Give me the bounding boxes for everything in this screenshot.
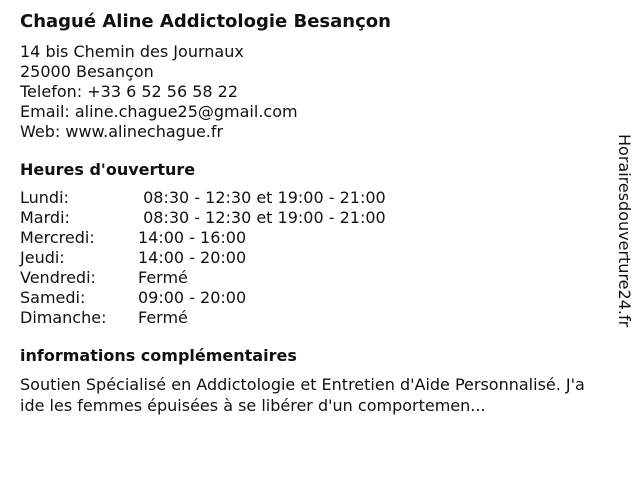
city-address: 25000 Besançon <box>20 62 154 81</box>
day-label: Dimanche: <box>20 308 107 327</box>
street-address: 14 bis Chemin des Journaux <box>20 42 244 61</box>
hours-value: 08:30 - 12:30 et 19:00 - 21:00 <box>138 188 386 207</box>
info-description: Soutien Spécialisé en Addictologie et Entretien d'Aide Personnalisé. J'aide les femmes épuisées à se libérer d'un comportemen... <box>20 375 585 415</box>
hours-row-monday <box>20 188 600 208</box>
hours-row-wednesday <box>20 228 600 248</box>
hours-row-thursday <box>20 248 600 268</box>
hours-value: 09:00 - 20:00 <box>138 288 247 307</box>
phone-line: Telefon: +33 6 52 56 58 22 <box>20 82 239 101</box>
day-label: Mercredi: <box>20 228 95 247</box>
hours-value: Fermé <box>138 308 188 327</box>
hours-row-tuesday <box>20 208 600 228</box>
hours-heading: Heures d'ouverture <box>20 160 196 179</box>
hours-value: 14:00 - 16:00 <box>138 228 247 247</box>
day-label: Mardi: <box>20 208 70 227</box>
hours-row-sunday <box>20 308 600 328</box>
hours-row-saturday <box>20 288 600 308</box>
day-label: Vendredi: <box>20 268 96 287</box>
web-line: Web: www.alinechague.fr <box>20 122 224 141</box>
hours-table <box>20 188 600 328</box>
info-heading: informations complémentaires <box>20 346 297 365</box>
day-label: Samedi: <box>20 288 86 307</box>
hours-row-friday <box>20 268 600 288</box>
site-watermark: Horairesdouverture24.fr <box>615 134 634 328</box>
hours-value: Fermé <box>138 268 188 287</box>
day-label: Lundi: <box>20 188 69 207</box>
hours-value: 08:30 - 12:30 et 19:00 - 21:00 <box>138 208 386 227</box>
hours-value: 14:00 - 20:00 <box>138 248 247 267</box>
business-name: Chagué Aline Addictologie Besançon <box>20 11 391 32</box>
business-card <box>20 10 600 416</box>
email-line: Email: aline.chague25@gmail.com <box>20 102 298 121</box>
contact-block <box>20 42 600 142</box>
day-label: Jeudi: <box>20 248 65 267</box>
